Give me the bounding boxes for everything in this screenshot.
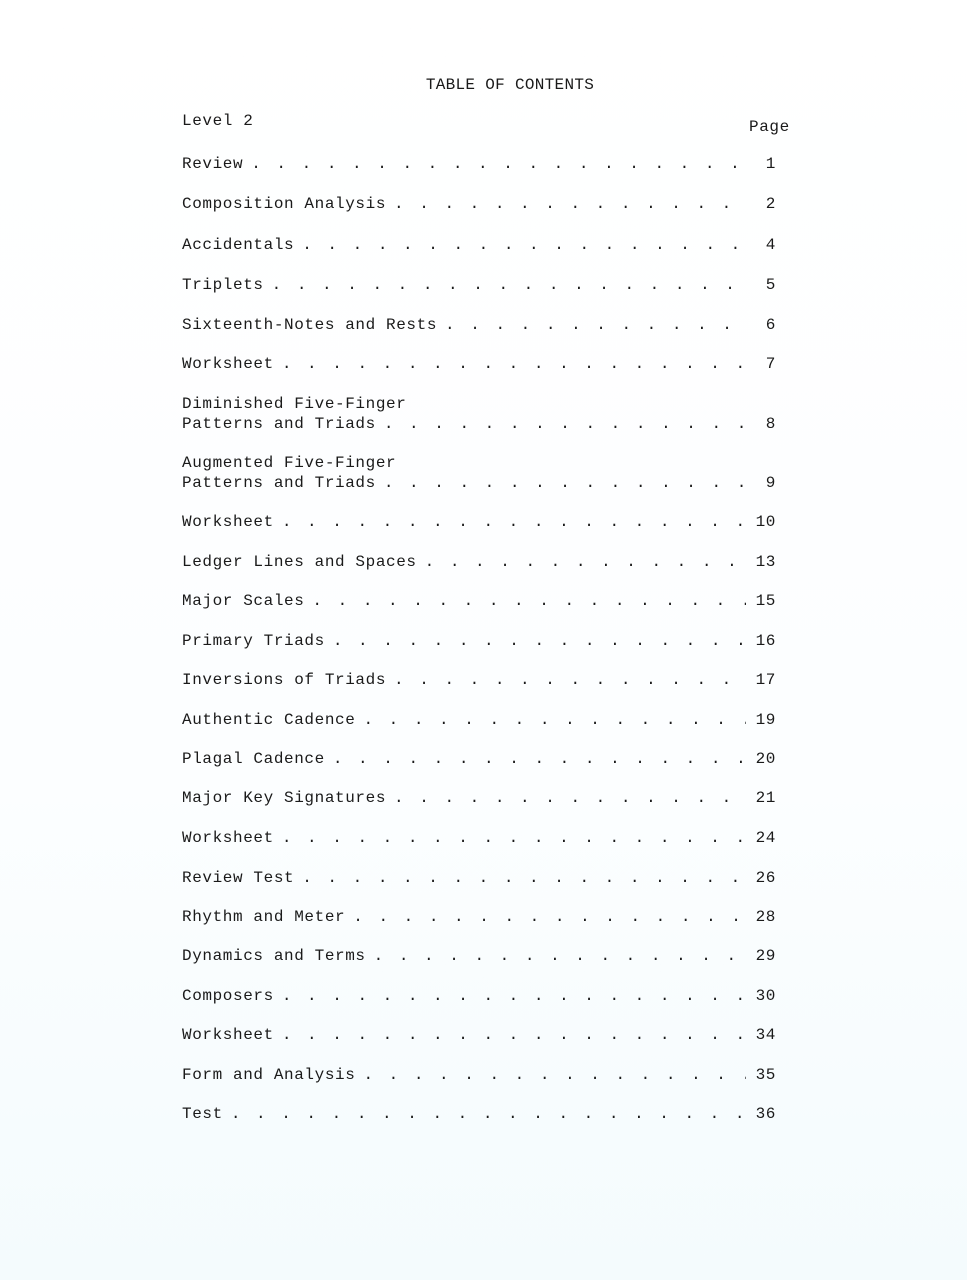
dot-leader: [333, 749, 746, 769]
toc-entry-title: Ledger Lines and Spaces: [182, 553, 417, 571]
page-column-header: Page: [749, 118, 790, 136]
toc-entry: [182, 394, 776, 434]
toc-entry-title: Form and Analysis: [182, 1066, 356, 1084]
dot-leader: [445, 315, 746, 335]
toc-entry-title-line1: Augmented Five-Finger: [182, 454, 397, 472]
toc-entry-title: Worksheet: [182, 513, 274, 531]
toc-entry: [182, 670, 776, 690]
toc-entry-page: 13: [755, 553, 776, 571]
toc-entry: [182, 275, 776, 295]
toc-entry: [182, 354, 776, 374]
toc-entry-title: Patterns and Triads: [182, 474, 376, 492]
toc-entry-title: Rhythm and Meter: [182, 908, 346, 926]
dot-leader: [251, 154, 746, 174]
toc-entry-page: 2: [765, 195, 776, 213]
toc-entry-title: Primary Triads: [182, 632, 325, 650]
dot-leader: [282, 354, 746, 374]
toc-entry-title: Review Test: [182, 869, 295, 887]
toc-entry: [182, 710, 776, 730]
toc-entry: [182, 235, 776, 255]
toc-entry-title: Authentic Cadence: [182, 711, 356, 729]
toc-entry-title: Review: [182, 155, 244, 173]
toc-entry-page: 20: [755, 750, 776, 768]
toc-entry-page: 30: [755, 987, 776, 1005]
toc-entry-title: Major Key Signatures: [182, 789, 387, 807]
toc-entry-page: 6: [765, 316, 776, 334]
toc-entry: [182, 1065, 776, 1085]
dot-leader: [282, 512, 746, 532]
toc-entry-page: 34: [755, 1026, 776, 1044]
dot-leader: [394, 194, 746, 214]
toc-entry-title: Plagal Cadence: [182, 750, 325, 768]
toc-entry: [182, 749, 776, 769]
toc-entry: [182, 788, 776, 808]
level-label: Level 2: [182, 112, 254, 130]
dot-leader: [312, 591, 746, 611]
toc-entry-page: 16: [755, 632, 776, 650]
toc-entry-page: 7: [765, 355, 776, 373]
dot-leader: [394, 788, 746, 808]
dot-leader: [282, 828, 746, 848]
dot-leader: [363, 1065, 746, 1085]
toc-entry-page: 5: [765, 276, 776, 294]
toc-entry-title: Sixteenth-Notes and Rests: [182, 316, 438, 334]
dot-leader: [384, 414, 746, 434]
toc-entry-page: 35: [755, 1066, 776, 1084]
toc-entry: [182, 631, 776, 651]
toc-entry: [182, 907, 776, 927]
toc-entry-page: 10: [755, 513, 776, 531]
toc-entry: [182, 512, 776, 532]
dot-leader: [302, 868, 746, 888]
toc-entry-title: Composition Analysis: [182, 195, 387, 213]
toc-entry-title: Major Scales: [182, 592, 305, 610]
dot-leader: [333, 631, 746, 651]
toc-entry-title: Composers: [182, 987, 274, 1005]
toc-entry-page: 4: [765, 236, 776, 254]
dot-leader: [231, 1104, 746, 1124]
toc-entry: [182, 315, 776, 335]
dot-leader: [384, 473, 746, 493]
toc-entry-page: 28: [755, 908, 776, 926]
toc-entry-page: 24: [755, 829, 776, 847]
toc-entry-page: 26: [755, 869, 776, 887]
toc-entry-page: 15: [755, 592, 776, 610]
toc-entry-page: 36: [755, 1105, 776, 1123]
toc-entry: [182, 591, 776, 611]
toc-entry-title: Patterns and Triads: [182, 415, 376, 433]
dot-leader: [425, 552, 746, 572]
toc-entry-title: Accidentals: [182, 236, 295, 254]
toc-entry: [182, 1104, 776, 1124]
toc-entry-page: 9: [765, 474, 776, 492]
dot-leader: [363, 710, 746, 730]
toc-entry-title: Worksheet: [182, 829, 274, 847]
toc-entry-title: Test: [182, 1105, 223, 1123]
dot-leader: [394, 670, 746, 690]
toc-entry-title: Triplets: [182, 276, 264, 294]
toc-entry-title: Inversions of Triads: [182, 671, 387, 689]
toc-entry: [182, 453, 776, 493]
toc-entry: [182, 868, 776, 888]
dot-leader: [272, 275, 746, 295]
toc-entry: [182, 828, 776, 848]
toc-entry-title: Worksheet: [182, 1026, 274, 1044]
toc-entry-title: Dynamics and Terms: [182, 947, 366, 965]
page-title: TABLE OF CONTENTS: [425, 76, 595, 94]
toc-entry: [182, 946, 776, 966]
dot-leader: [353, 907, 746, 927]
toc-entry: [182, 552, 776, 572]
toc-entry-page: 8: [765, 415, 776, 433]
toc-entry: [182, 194, 776, 214]
toc-entry-title: Worksheet: [182, 355, 274, 373]
dot-leader: [282, 986, 746, 1006]
dot-leader: [282, 1025, 746, 1045]
toc-entry-page: 29: [755, 947, 776, 965]
toc-entry: [182, 1025, 776, 1045]
toc-entry-page: 1: [765, 155, 776, 173]
toc-entry-page: 17: [755, 671, 776, 689]
toc-entry-page: 21: [755, 789, 776, 807]
toc-entry-page: 19: [755, 711, 776, 729]
toc-entry: [182, 154, 776, 174]
toc-entry-title-line1: Diminished Five-Finger: [182, 395, 407, 413]
dot-leader: [374, 946, 746, 966]
dot-leader: [302, 235, 746, 255]
toc-entry: [182, 986, 776, 1006]
